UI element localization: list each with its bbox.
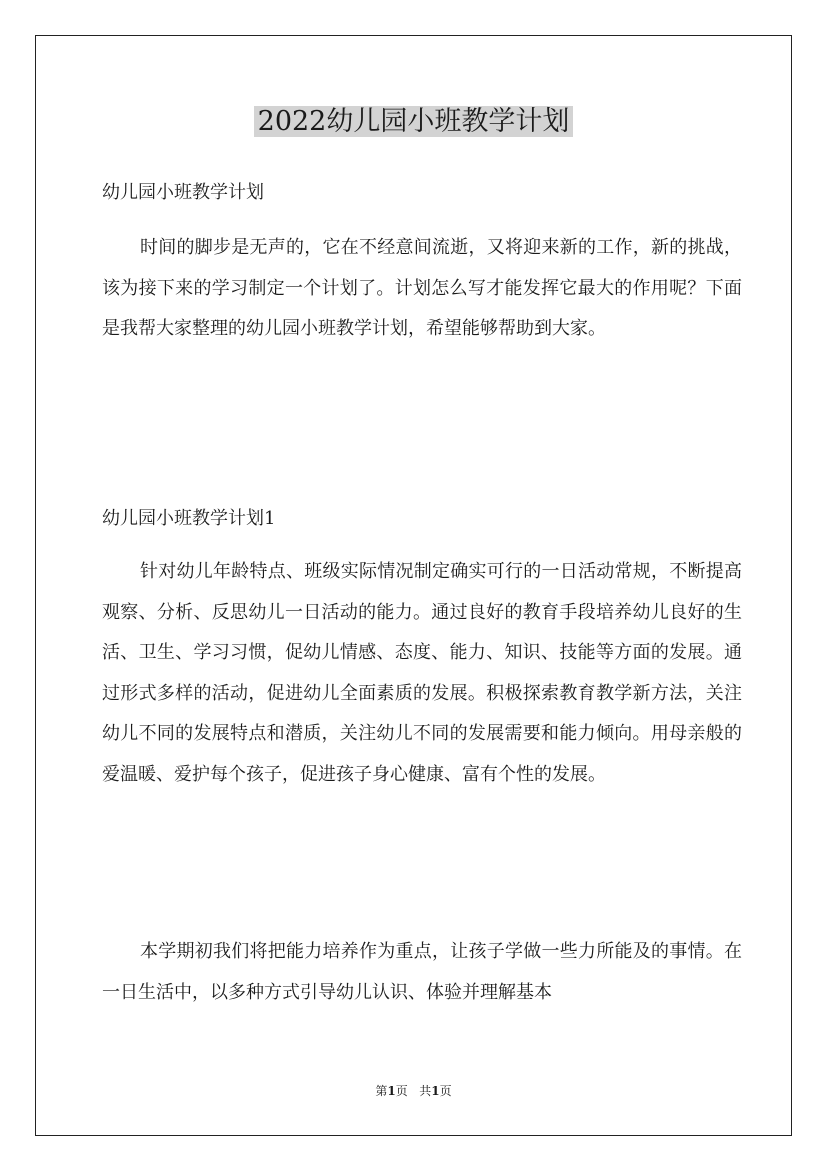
- page-footer: [0, 1083, 827, 1099]
- page-number: 1: [387, 1084, 396, 1098]
- section-1-paragraph-2: 本学期初我们将把能力培养作为重点，让孩子学做一些力所能及的事情。在一日生活中，以多种方式引导幼儿认识、体验并理解基本: [102, 941, 742, 1003]
- total-suffix: 页: [439, 1084, 452, 1098]
- document-title: [0, 102, 827, 142]
- total-prefix: 共: [419, 1084, 432, 1098]
- intro-paragraph: 时间的脚步是无声的，它在不经意间流逝，又将迎来新的工作，新的挑战，该为接下来的学习制定一个计划了。计划怎么写才能发挥它最大的作用呢？下面是我帮大家整理的幼儿园小班教学计划，希望能够帮助到大家。: [102, 237, 742, 339]
- total-pages: 1: [431, 1084, 440, 1098]
- document-title-text: 2022幼儿园小班教学计划: [254, 106, 574, 137]
- document-subtitle: 幼儿园小班教学计划: [102, 182, 264, 203]
- section-1-paragraph-1: 针对幼儿年龄特点、班级实际情况制定确实可行的一日活动常规，不断提高观察、分析、反思幼儿一日活动的能力。通过良好的教育手段培养幼儿良好的生活、卫生、学习习惯，促幼儿情感、态度、能力、知识、技能等方面的发展。通过形式多样的活动，促进幼儿全面素质的发展。积极探索教育教学新方法，关注幼儿不同的发展特点和潜质，关注幼儿不同的发展需要和能力倾向。用母亲般的爱温暖、爱护每个孩子，促进孩子身心健康、富有个性的发展。: [102, 561, 742, 785]
- page-prefix: 第: [375, 1084, 388, 1098]
- page-suffix: 页: [395, 1084, 408, 1098]
- section-1-heading: 幼儿园小班教学计划1: [102, 508, 276, 529]
